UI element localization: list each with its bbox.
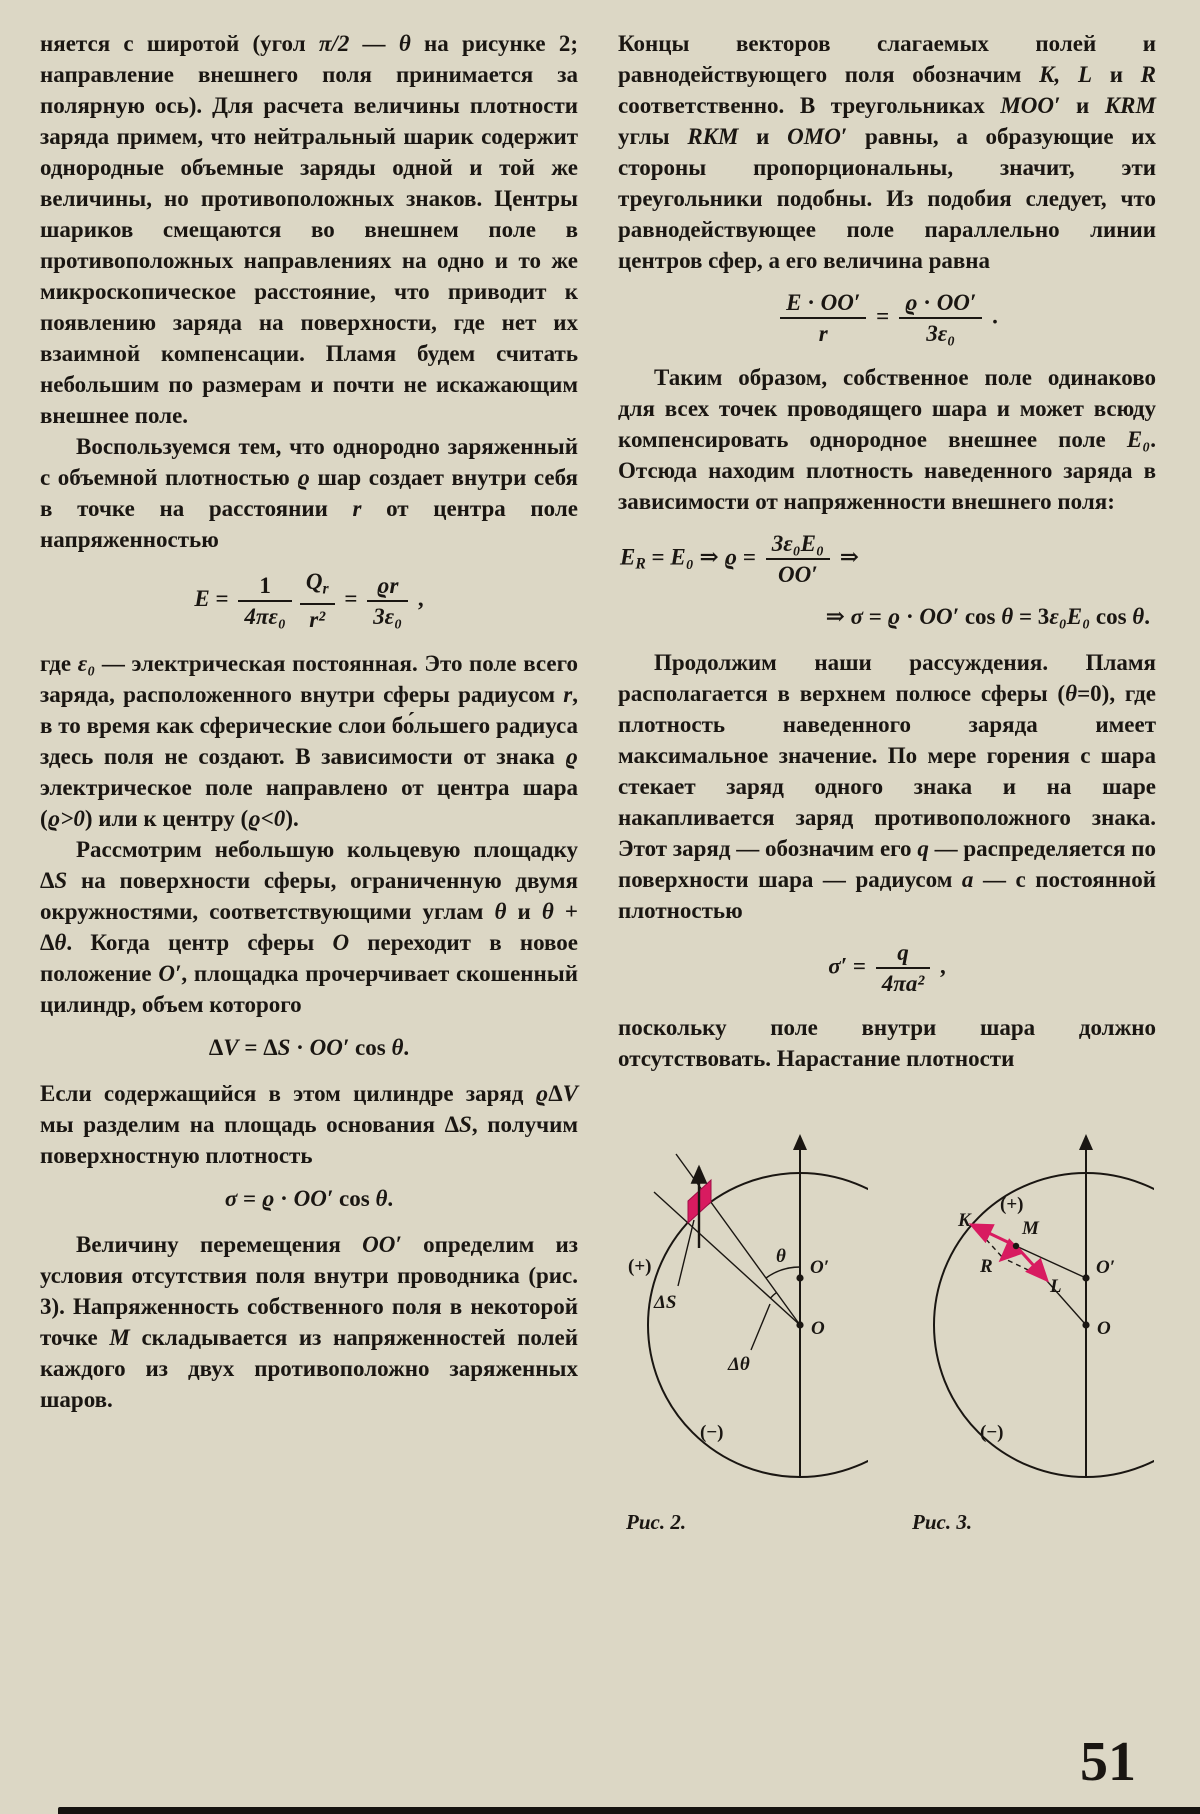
label-k: K: [958, 1210, 971, 1231]
label-o-prime: O′: [1096, 1257, 1116, 1278]
formula-induced-density-2: ⇒ σ = ϱ · OO′ cos θ = 3ε₀E₀ cos θ.: [825, 604, 1150, 629]
parallelogram-side-l-r: [1003, 1258, 1045, 1278]
para-epsilon-note: где ε₀ — электрическая постоянная. Это поле всего заряда, расположенного внутри сферы радиусом r, в то время как сферические слои бо́льшего радиуса здесь поля не создают. В зависимости от знака ϱ электрическое поле направлено от центра шара (ϱ>0) или к центру (ϱ<0).: [40, 651, 578, 832]
figure-2: [618, 1120, 868, 1538]
figure-2-drawing: [618, 1120, 868, 1485]
formula-surface-density: σ = ϱ · OO′ cos θ.: [224, 1186, 394, 1212]
radius-line-theta: [676, 1154, 800, 1325]
label-plus: (+): [628, 1256, 652, 1277]
label-minus: (−): [700, 1422, 724, 1443]
point-o-prime: [796, 1274, 803, 1281]
para-surface-density-derivation: Если содержащийся в этом цилиндре заряд ϱΔV мы разделим на площадь основания ΔS, получим поверхностную плотность: [40, 1081, 578, 1169]
label-delta-theta: Δθ: [728, 1354, 750, 1375]
para-field-compensation: Таким образом, собственное поле одинаково для всех точек проводящего шара и может всюду компенсировать однородное внешнее поле E₀. Отсюда находим плотность наведенного заряда в зависимости от напряженности внешнего поля:: [618, 365, 1156, 514]
label-l: L: [1050, 1276, 1062, 1297]
theta-angle-arc: [766, 1267, 800, 1278]
formula-induced-density-1: ER = E₀ ⇒ ϱ = $\frac{\text{3ε₀E₀}}{OO'}$ ⇒: [620, 531, 860, 587]
scan-bottom-edge: [58, 1807, 1200, 1814]
formula-field-strength: E = $\frac{1}{\text{4πε₀}}$ $\frac{Qr}{\text{r²}}$ = $\frac{ϱr}{\text{3ε₀}}$ ,: [194, 569, 424, 633]
point-o-prime: [1082, 1274, 1089, 1281]
line-o-prime-to-m: [1016, 1246, 1086, 1278]
para-displacement-condition: Величину перемещения OO′ определим из условия отсутствия поля внутри проводника (рис. 3). Напряженность собственного поля в некоторой точке M складывается из напряженностей полей каждого из двух противоположно заряженных шаров.: [40, 1232, 578, 1413]
figure-3-drawing: [904, 1120, 1154, 1485]
parallelogram-side-k-r: [974, 1226, 1003, 1258]
sphere-outline: [648, 1173, 868, 1477]
label-theta: θ: [776, 1246, 786, 1267]
para-vector-triangles: Концы векторов слагаемых полей и равнодействующего поля обозначим K, L и R соответственно. В треугольниках MOO′ и KRM углы RKM и OMO′ равны, а образующие их стороны пропорциональны, значит, эти треугольники подобны. Из подобия следует, что равнодействующее поле параллельно линии центров сфер, а его величина равна: [618, 31, 1156, 273]
figure-3: [904, 1120, 1154, 1538]
label-plus: (+): [1000, 1194, 1024, 1215]
point-o: [1082, 1321, 1089, 1328]
label-delta-s: ΔS: [654, 1292, 677, 1313]
figure-3-caption: Рис. 3.: [912, 1510, 973, 1534]
para-uniform-sphere-field: Воспользуемся тем, что однородно заряженный с объемной плотностью ϱ шар создает внутри себя в точке на расстоянии r от центра поле напряженностью: [40, 434, 578, 552]
point-o: [796, 1321, 803, 1328]
vector-m-l: [1016, 1246, 1045, 1278]
label-minus: (−): [980, 1422, 1004, 1443]
para-intro-continued: няется с широтой (угол π/2 — θ на рисунке 2; направление внешнего поля принимается за полярную ось). Для расчета величины плотности заряда примем, что нейтральный шарик содержит однородные объемные заряды одной и той же величины, но противоположных знаков. Центры шариков смещаются во внешнем поле в противоположных направлениях на одно и то же микроскопическое расстояние, что приводит к появлению заряда на поверхности, где нет их взаимной компенсации. Пламя будем считать небольшим по размерам и почти не искажающим внешнее поле.: [40, 31, 579, 428]
page-number: 51: [1080, 1731, 1136, 1793]
figures-row: [618, 1120, 1156, 1538]
formula-cylinder-volume: ΔV = ΔS · OO′ cos θ.: [208, 1035, 410, 1061]
right-column: [618, 28, 1156, 1538]
label-o: O: [1097, 1318, 1111, 1339]
para-field-absence: поскольку поле внутри шара должно отсутствовать. Нарастание плотности: [618, 1015, 1156, 1071]
vector-m-k: [974, 1226, 1016, 1246]
left-column: [40, 28, 578, 1538]
label-o: O: [811, 1318, 825, 1339]
label-o-prime: O′: [810, 1257, 830, 1278]
delta-theta-angle-arc: [770, 1293, 776, 1299]
para-flame-discussion: Продолжим наши рассуждения. Пламя располагается в верхнем полюсе сферы (θ=0), где плотность наведенного заряда имеет максимальное значение. По мере горения с шара стекает заряд одного знака и на шаре накапливается заряд противоположного знака. Этот заряд — обозначим его q — распределяется по поверхности шара — радиусом a — с постоянной плотностью: [618, 650, 1156, 923]
label-r: R: [980, 1256, 993, 1277]
para-ring-element: Рассмотрим небольшую кольцевую площадку ΔS на поверхности сферы, ограниченную двумя окружностями, соответствующими углам θ и θ + Δθ. Когда центр сферы O переходит в новое положение O′, площадка прочерчивает скошенный цилиндр, объем которого: [40, 837, 579, 1018]
formula-resultant-field: $\frac{E \cdot OO'}{r}$ = $\frac{ϱ \cdot OO'}{\text{3ε₀}}$ .: [618, 290, 1156, 346]
formula-uniform-density: σ′ = $\frac{q}{\text{4πa²}}$ ,: [828, 940, 946, 996]
label-m: M: [1022, 1218, 1039, 1239]
point-m: [1013, 1243, 1019, 1249]
delta-theta-leader-line: [751, 1304, 770, 1350]
figure-2-caption: Рис. 2.: [626, 1510, 687, 1534]
